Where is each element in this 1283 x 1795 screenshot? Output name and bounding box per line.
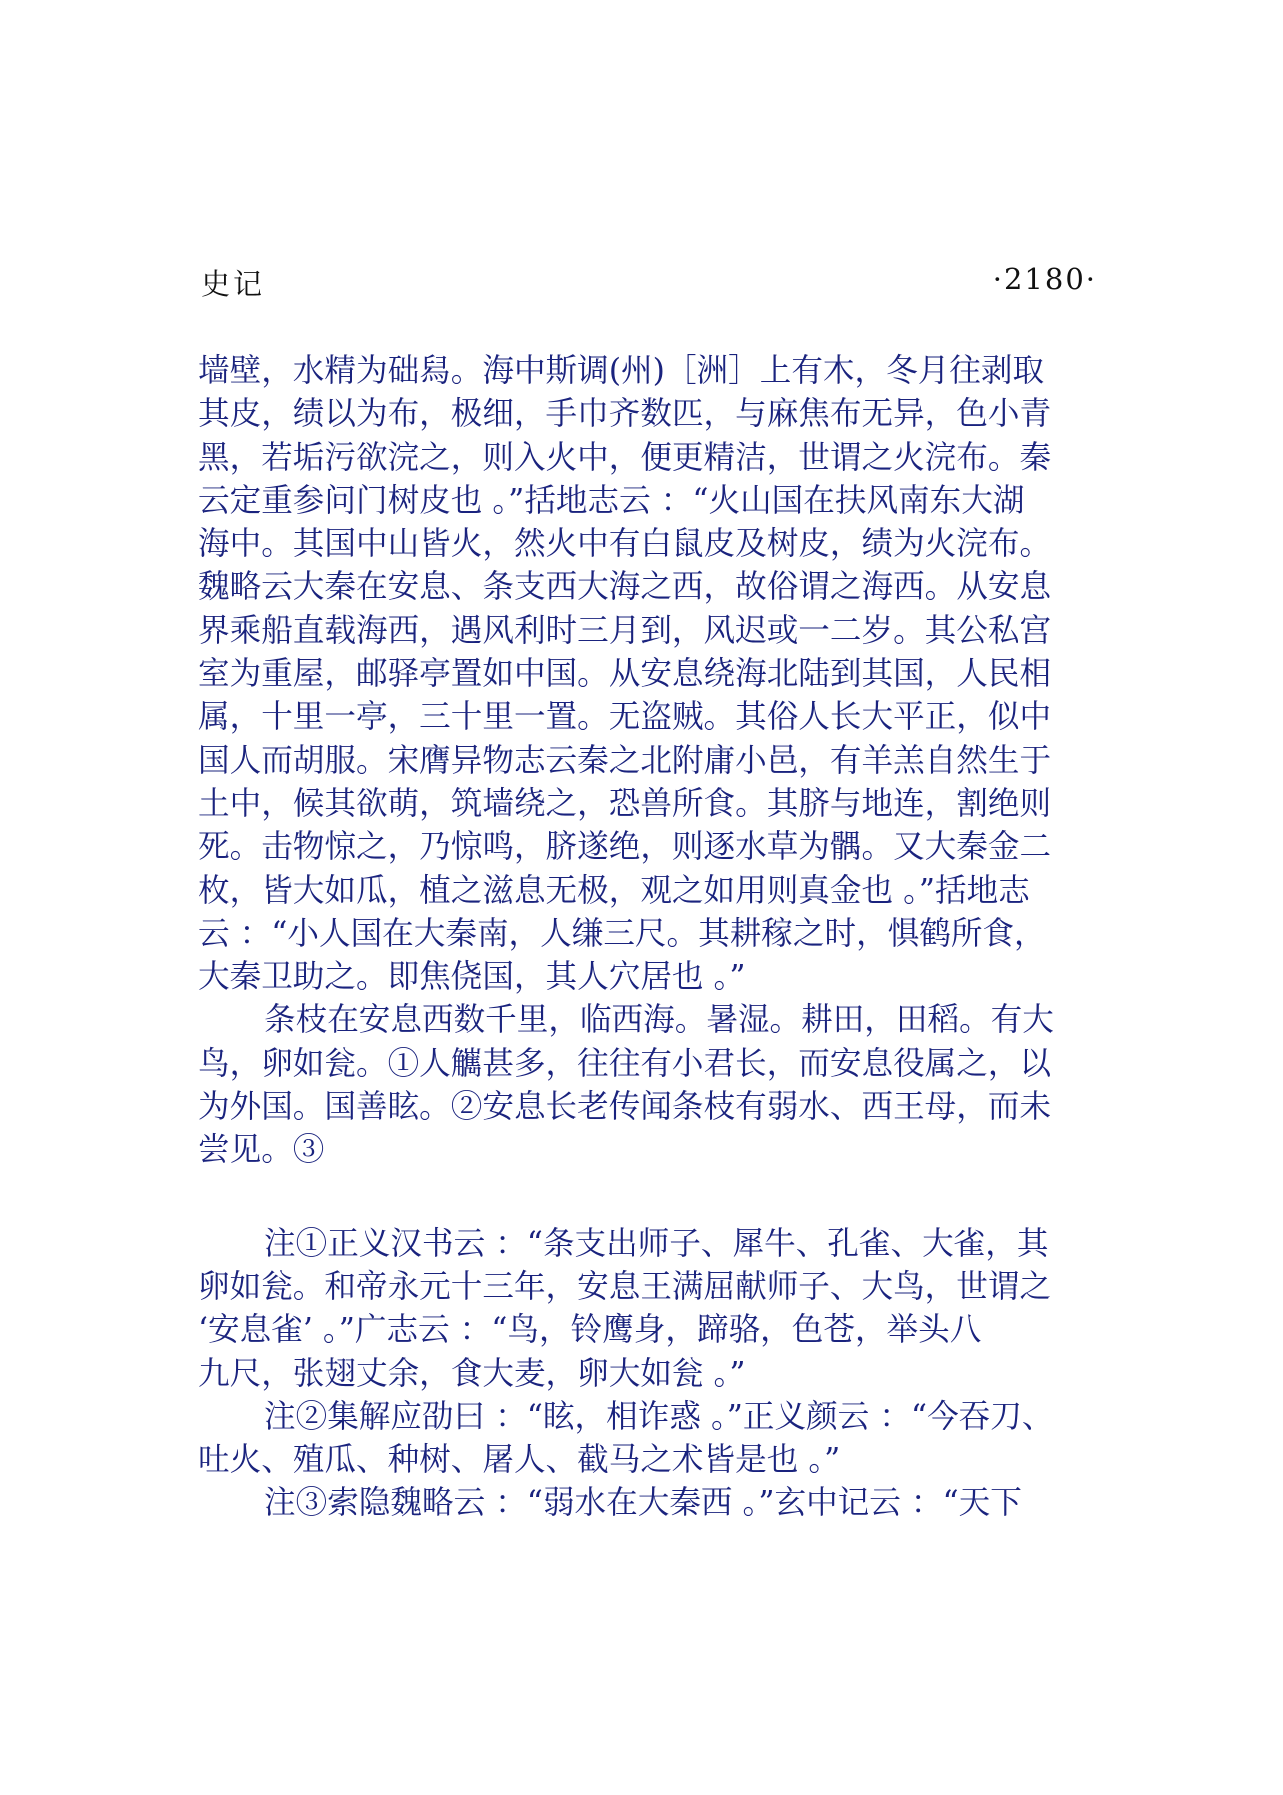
text-line: 魏略云大秦在安息、条支西大海之西，故俗谓之海西。从安息 [198,569,1052,606]
text-line: 室为重屋，邮驿亭置如中国。从安息绕海北陆到其国，人民相 [198,656,1052,693]
text-line: 土中，候其欲萌，筑墙绕之，恐兽所食。其脐与地连，割绝则 [198,785,1052,822]
book-title: 史记 [201,267,266,301]
page-number: ·2180· [992,262,1097,296]
text-line: 国人而胡服。宋膺异物志云秦之北附庸小邑，有羊羔自然生于 [198,742,1052,779]
text-line: 注①正义汉书云 ：“条支出师子、犀牛、孔雀、大雀，其 [264,1225,1049,1262]
text-line: 枚，皆大如瓜，植之滋息无极，观之如用则真金也 。”括地志 [198,872,1030,909]
note-1 [198,1223,1098,1396]
section-gap [198,1173,1098,1223]
text-line: 海中。其国中山皆火，然火中有白鼠皮及树皮，绩为火浣布。 [198,526,1052,563]
text-line: 注③索隐魏略云 ：“弱水在大秦西 。”玄中记云 ：“天下 [264,1485,1022,1522]
note-2 [198,1396,1098,1483]
text-line: 尝见。③ [198,1132,325,1169]
text-line: 云定重参问门树皮也 。”括地志云 ：“火山国在扶风南东大湖 [198,482,1025,519]
text-line: 条枝在安息西数千里，临西海。暑湿。耕田，田稻。有大 [264,1002,1054,1039]
text-line: ‘安息雀’ 。”广志云 ：“鸟，铃鹰身，蹄骆，色苍，举头八 [198,1312,982,1349]
text-line: 界乘船直载海西，遇风利时三月到，风迟或一二岁。其公私宫 [198,612,1052,649]
text-line: 死。击物惊之，乃惊鸣，脐遂绝，则逐水草为髃。又大秦金二 [198,829,1052,866]
text-line: 墙壁，水精为础舄。海中斯调(州)［洲］上有木，冬月往剥取 [198,353,1045,389]
text-line: 属，十里一亭，三十里一置。无盗贼。其俗人长大平正，似中 [198,699,1052,736]
note-3 [198,1482,1098,1525]
text-line: 其皮，绩以为布，极细，手巾齐数匹，与麻焦布无异，色小青 [198,396,1052,433]
text-line: 吐火、殖瓜、种树、屠人、截马之术皆是也 。” [198,1442,841,1479]
text-line: 九尺，张翅丈余，食大麦，卵大如瓮 。” [198,1355,746,1392]
page-header [201,262,1097,302]
text-line: 鸟，卵如瓮。①人觽甚多，往往有小君长，而安息役属之，以 [198,1045,1052,1082]
text-line: 注②集解应劭曰 ：“眩，相诈惑 。”正义颜云 ：“今吞刀、 [264,1398,1054,1435]
main-paragraph [198,350,1098,999]
paragraph-tiaozhi [198,999,1098,1172]
page-body [198,350,1098,1526]
text-line: 卵如瓮。和帝永元十三年，安息王满屈献师子、大鸟，世谓之 [198,1268,1052,1305]
text-line: 大秦卫助之。即焦侥国，其人穴居也 。” [198,959,746,996]
text-line: 云 ：“小人国在大秦南，人缣三尺。其耕稼之时，惧鹤所食， [198,915,1046,952]
text-line: 黑，若垢污欲浣之，则入火中，便更精洁，世谓之火浣布。秦 [198,439,1052,476]
text-line: 为外国。国善眩。②安息长老传闻条枝有弱水、西王母，而未 [198,1089,1052,1126]
